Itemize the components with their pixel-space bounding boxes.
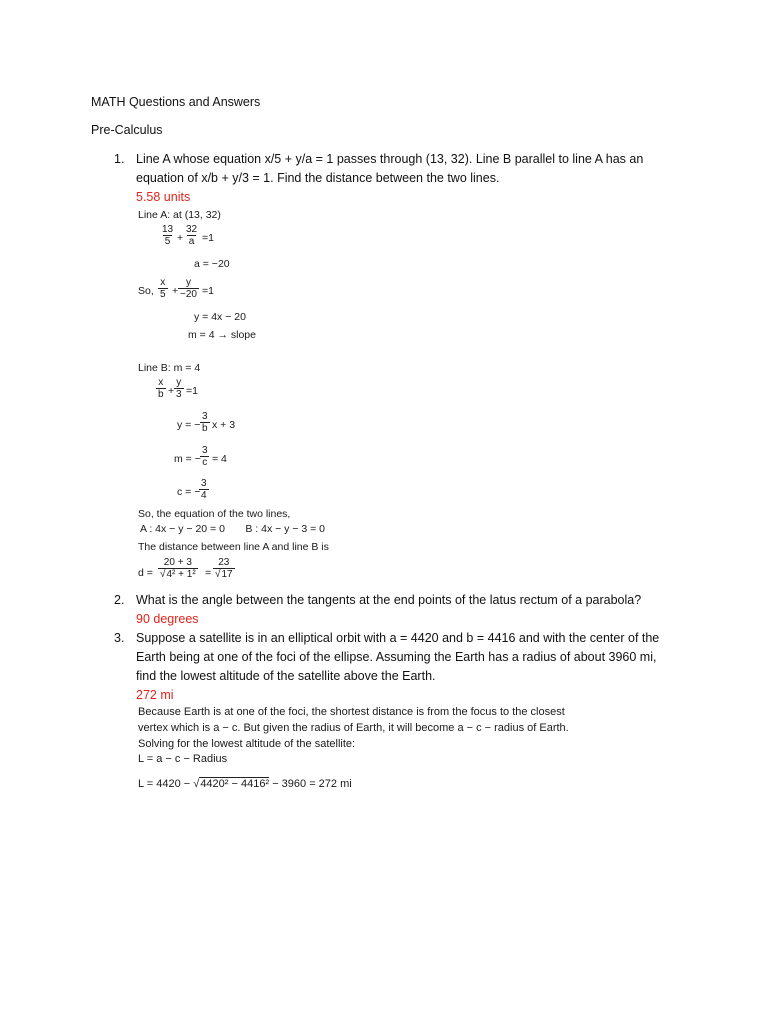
question-2-line-1: What is the angle between the tangents at the end points of the latus rectum of a parabola? bbox=[136, 593, 642, 607]
question-number: 2. bbox=[114, 593, 125, 607]
denominator: a bbox=[188, 236, 195, 247]
equation-rhs: =1 bbox=[186, 385, 198, 397]
numerator: 23 bbox=[218, 557, 230, 568]
fraction bbox=[160, 224, 175, 247]
equation-rhs: =1 bbox=[202, 285, 214, 297]
fraction bbox=[184, 224, 199, 247]
distance-intro: The distance between line A and line B is bbox=[138, 541, 329, 553]
numerator: y bbox=[176, 377, 182, 388]
numerator: x bbox=[160, 277, 166, 288]
numerator: 13 bbox=[162, 224, 174, 235]
numerator: 3 bbox=[202, 445, 208, 456]
q3-explanation-line-3: Solving for the lowest altitude of the satellite: bbox=[138, 738, 356, 750]
radicand: 4² + 1² bbox=[166, 569, 196, 580]
c-value-prefix: c = − bbox=[177, 486, 201, 498]
numerator: 32 bbox=[186, 224, 198, 235]
numerator: x bbox=[158, 377, 164, 388]
question-1-line-1: Line A whose equation x/5 + y/a = 1 passes through (13, 32). Line B parallel to line A has an bbox=[136, 152, 644, 166]
q3-computation bbox=[138, 778, 352, 790]
radicand: 17 bbox=[221, 569, 233, 580]
question-number: 3. bbox=[114, 631, 125, 645]
line-b-slope-intercept-prefix: y = − bbox=[177, 419, 201, 431]
numerator: 3 bbox=[202, 411, 208, 422]
line-b-slope-intercept-suffix: x + 3 bbox=[212, 419, 236, 431]
a-value: a = −20 bbox=[194, 258, 230, 270]
slope-relation-suffix: = 4 bbox=[212, 453, 227, 465]
line-b-heading: Line B: m = 4 bbox=[138, 362, 201, 374]
denominator: b bbox=[158, 389, 164, 400]
slope-value: m = 4 → slope bbox=[188, 329, 256, 341]
question-3-line-2: Earth being at one of the foci of the ellipse. Assuming the Earth has a radius of about 3960 mi, bbox=[136, 650, 657, 664]
plus-sign: + bbox=[177, 232, 184, 244]
distance-label: d = bbox=[138, 567, 153, 579]
numerator: y bbox=[185, 277, 191, 288]
document-title: MATH Questions and Answers bbox=[91, 95, 261, 109]
question-3-answer: 272 mi bbox=[136, 688, 174, 702]
sqrt-sign: √ bbox=[193, 778, 200, 790]
denominator: 5 bbox=[164, 236, 171, 247]
question-1-line-2: equation of x/b + y/3 = 1. Find the distance between the two lines. bbox=[136, 171, 500, 185]
plus-sign: + bbox=[172, 285, 179, 297]
line-equations-intro: So, the equation of the two lines, bbox=[138, 508, 291, 520]
fraction bbox=[200, 411, 210, 434]
fraction bbox=[158, 557, 198, 580]
question-3-line-3: find the lowest altitude of the satellite above the Earth. bbox=[136, 669, 436, 683]
radicand: 4420² − 4416² bbox=[200, 778, 270, 790]
q3-formula: L = a − c − Radius bbox=[138, 753, 228, 765]
question-1-answer: 5.58 units bbox=[136, 190, 191, 204]
fraction bbox=[158, 277, 168, 300]
line-equations: A : 4x − y − 20 = 0 B : 4x − y − 3 = 0 bbox=[140, 523, 326, 535]
numerator: 20 + 3 bbox=[163, 557, 192, 568]
fraction bbox=[178, 277, 199, 300]
sqrt-sign: √ bbox=[215, 569, 221, 580]
question-number: 1. bbox=[114, 152, 125, 166]
computation-prefix: L = 4420 − bbox=[138, 778, 191, 790]
numerator: 3 bbox=[201, 478, 207, 489]
equation-rhs: =1 bbox=[202, 232, 214, 244]
denominator: 4 bbox=[201, 490, 207, 501]
so-label: So, bbox=[138, 285, 154, 297]
denominator: c bbox=[202, 457, 208, 468]
computation-result: − 3960 = 272 mi bbox=[272, 778, 352, 790]
question-3-line-1: Suppose a satellite is in an elliptical orbit with a = 4420 and b = 4416 and with the center of the bbox=[136, 631, 660, 645]
fraction bbox=[199, 478, 209, 501]
sqrt-sign: √ bbox=[160, 569, 166, 580]
line-a-heading: Line A: at (13, 32) bbox=[138, 209, 221, 221]
denominator bbox=[213, 568, 235, 580]
q3-explanation-line-2: vertex which is a − c. But given the radius of Earth, it will become a − c − radius of Earth. bbox=[138, 722, 569, 734]
slope-relation-prefix: m = − bbox=[174, 453, 201, 465]
equals-sign: = bbox=[205, 567, 212, 579]
denominator bbox=[158, 568, 198, 580]
fraction bbox=[213, 557, 235, 580]
denominator: −20 bbox=[180, 289, 197, 300]
line-a-equation: y = 4x − 20 bbox=[194, 311, 246, 323]
fraction bbox=[200, 445, 210, 468]
question-2-answer: 90 degrees bbox=[136, 612, 199, 626]
section-heading: Pre-Calculus bbox=[91, 123, 163, 137]
denominator: 5 bbox=[160, 289, 166, 300]
q3-explanation-line-1: Because Earth is at one of the foci, the shortest distance is from the focus to the closest bbox=[138, 706, 565, 718]
fraction bbox=[174, 377, 184, 400]
plus-sign: + bbox=[168, 385, 175, 397]
fraction bbox=[156, 377, 166, 400]
denominator: b bbox=[202, 423, 208, 434]
denominator: 3 bbox=[176, 389, 182, 400]
